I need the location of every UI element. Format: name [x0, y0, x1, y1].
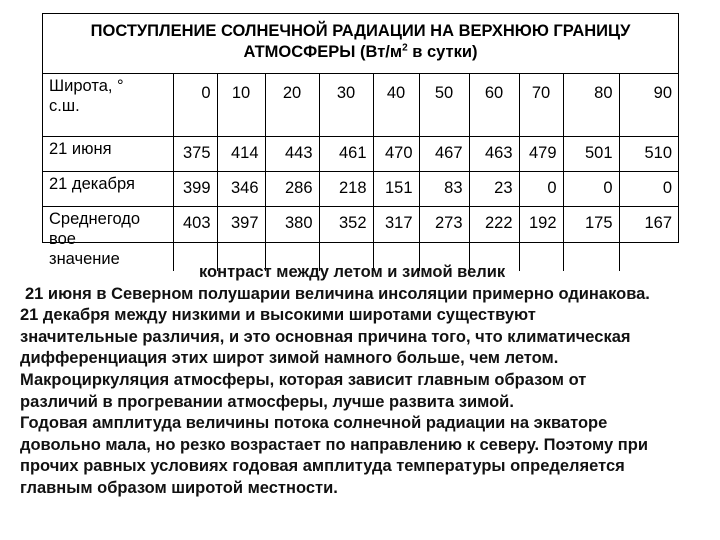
value-cell: 461: [319, 137, 373, 172]
value-cell: 375: [173, 137, 217, 172]
value-cell: 175: [563, 207, 619, 272]
value-cell: 501: [563, 137, 619, 172]
explanation-text: [20, 262, 715, 500]
text-line: прочих равных условиях годовая амплитуда температуры определяется: [20, 457, 625, 476]
text-line: значительные различия, и это основная причина того, что климатическая: [20, 327, 631, 346]
value-cell: 151: [373, 172, 419, 207]
value-cell: 467: [419, 137, 469, 172]
table-row-december: [43, 172, 678, 207]
value-cell: 479: [519, 137, 563, 172]
table-header-row: [43, 74, 678, 137]
value-cell: 399: [173, 172, 217, 207]
value-cell: 222: [469, 207, 519, 272]
text-line: главным образом широтой местности.: [20, 478, 338, 497]
latitude-cell: 0: [173, 74, 217, 137]
value-cell: 470: [373, 137, 419, 172]
value-cell: 510: [619, 137, 678, 172]
value-cell: 286: [265, 172, 319, 207]
value-cell: 463: [469, 137, 519, 172]
text-line: контраст между летом и зимой велик: [199, 263, 506, 281]
value-cell: 167: [619, 207, 678, 272]
table-row-june: [43, 137, 678, 172]
text-line: Макроциркуляция атмосферы, которая зависит главным образом от: [20, 370, 587, 389]
value-cell: 397: [217, 207, 265, 272]
value-cell: 0: [619, 172, 678, 207]
latitude-cell: 80: [563, 74, 619, 137]
value-cell: 273: [419, 207, 469, 272]
text-line: различий в прогревании атмосферы, лучше развита зимой.: [20, 392, 514, 411]
value-cell: 23: [469, 172, 519, 207]
latitude-cell: 10: [217, 74, 265, 137]
table-title-line-1: ПОСТУПЛЕНИЕ СОЛНЕЧНОЙ РАДИАЦИИ НА ВЕРХНЮЮ ГРАНИЦУ: [90, 22, 631, 40]
latitude-header-line-1: Широта, °: [49, 77, 124, 95]
row-label-line: Среднегодо: [49, 210, 141, 228]
value-cell: 414: [217, 137, 265, 172]
row-label: 21 июня: [43, 137, 173, 172]
value-cell: 218: [319, 172, 373, 207]
table-title-line-2: [43, 42, 678, 63]
table-title-superscript: 2: [402, 42, 408, 54]
text-line: 21 июня в Северном полушарии величина инсоляции примерно одинакова.: [25, 284, 650, 303]
latitude-cell: 50: [419, 74, 469, 137]
text-line: довольно мала, но резко возрастает по направлению к северу. Поэтому при: [20, 435, 648, 454]
value-cell: 83: [419, 172, 469, 207]
row-label: 21 декабря: [43, 172, 173, 207]
latitude-cell: 90: [619, 74, 678, 137]
value-cell: 380: [265, 207, 319, 272]
text-line: 21 декабря между низкими и высокими широтами существуют: [20, 306, 536, 325]
latitude-cell: 70: [519, 74, 563, 137]
row-label-line: значение: [49, 250, 120, 268]
radiation-table-frame: [42, 13, 679, 268]
latitude-cell: 20: [265, 74, 319, 137]
radiation-table: [43, 73, 678, 271]
text-line: Годовая амплитуда величины потока солнечной радиации на экваторе: [20, 414, 608, 433]
latitude-cell: 60: [469, 74, 519, 137]
value-cell: 443: [265, 137, 319, 172]
value-cell: 317: [373, 207, 419, 272]
table-title-line-2-main: АТМОСФЕРЫ (Вт/м: [243, 43, 403, 61]
latitude-header-cell: [43, 74, 173, 137]
value-cell: 0: [563, 172, 619, 207]
table-title: [43, 21, 678, 63]
latitude-cell: 40: [373, 74, 419, 137]
table-title-line-2-end: в сутки): [407, 43, 478, 61]
value-cell: 403: [173, 207, 217, 272]
value-cell: 346: [217, 172, 265, 207]
latitude-header-line-2: с.ш.: [49, 97, 80, 115]
value-cell: 352: [319, 207, 373, 272]
row-label-line: вое: [49, 230, 76, 248]
value-cell: 0: [519, 172, 563, 207]
text-line: дифференциация этих широт зимой намного больше, чем летом.: [20, 349, 559, 368]
latitude-cell: 30: [319, 74, 373, 137]
value-cell: 192: [519, 207, 563, 272]
